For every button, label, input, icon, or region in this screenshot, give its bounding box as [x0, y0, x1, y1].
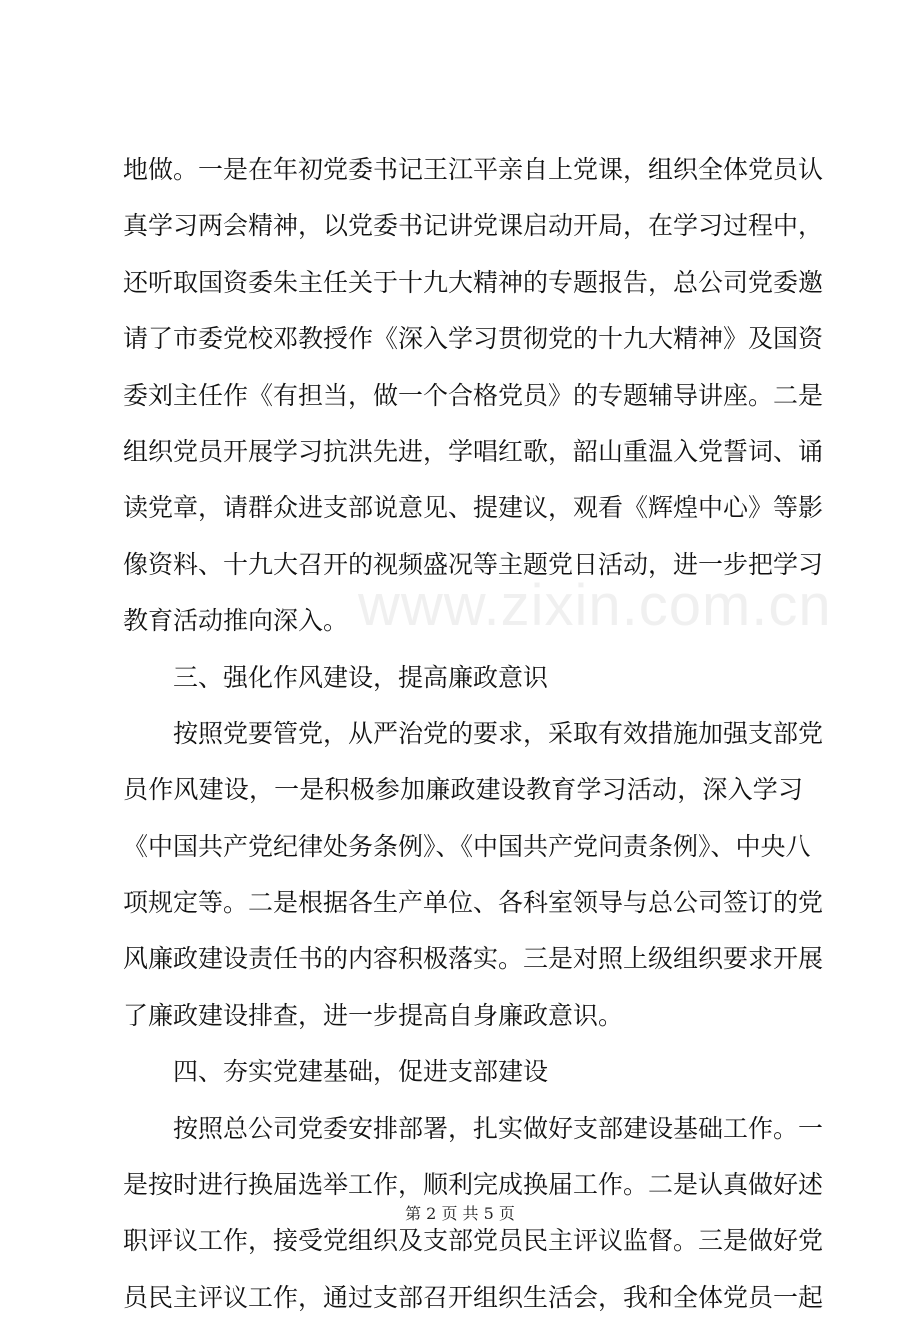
text-line: 真学习两会精神，以党委书记讲党课启动开局，在学习过程中， — [123, 211, 824, 241]
section-heading: 四、夯实党建基础，促进支部建设 — [173, 1057, 549, 1087]
text-line: 请了市委党校邓教授作《深入学习贯彻党的十九大精神》及国资 — [123, 324, 824, 354]
text-line: 《中国共产党纪律处务条例》、《中国共产党问责条例》、中央八 — [123, 831, 811, 861]
text-line: 读党章，请群众进支部说意见、提建议，观看《辉煌中心》等影 — [123, 493, 824, 523]
page-number: 第 2 页 共 5 页 — [405, 1204, 515, 1223]
text-line: 委刘主任作《有担当，做一个合格党员》的专题辅导讲座。二是 — [123, 380, 824, 410]
text-line: 员民主评议工作，通过支部召开组织生活会，我和全体党员一起 — [123, 1282, 824, 1312]
watermark: www.zixin.com.cn — [358, 573, 832, 638]
text-line: 地做。一是在年初党委书记王江平亲自上党课，组织全体党员认 — [123, 155, 824, 184]
text-line: 按照党要管党，从严治党的要求，采取有效措施加强支部党 — [173, 718, 824, 748]
text-line: 还听取国资委朱主任关于十九大精神的专题报告，总公司党委邀 — [123, 267, 824, 297]
text-line: 按照总公司党委安排部署，扎实做好支部建设基础工作。一 — [173, 1113, 824, 1143]
section-heading: 三、强化作风建设，提高廉政意识 — [173, 662, 549, 692]
body-text — [123, 142, 824, 1326]
text-line: 员作风建设，一是积极参加廉政建设教育学习活动，深入学习 — [123, 775, 803, 805]
text-line: 风廉政建设责任书的内容积极落实。三是对照上级组织要求开展 — [123, 944, 824, 974]
text-line: 像资料、十九大召开的视频盛况等主题党日活动，进一步把学习 — [123, 549, 824, 579]
text-line: 职评议工作，接受党组织及支部党员民主评议监督。三是做好党 — [123, 1226, 824, 1256]
text-line: 了廉政建设排查，进一步提高自身廉政意识。 — [123, 1000, 624, 1030]
text-line: 项规定等。二是根据各生产单位、各科室领导与总公司签订的党 — [123, 888, 824, 918]
text-line: 教育活动推向深入。 — [123, 606, 349, 636]
text-line: 组织党员开展学习抗洪先进，学唱红歌，韶山重温入党誓词、诵 — [123, 436, 824, 466]
text-line: 是按时进行换届选举工作，顺利完成换届工作。二是认真做好述 — [123, 1170, 824, 1200]
